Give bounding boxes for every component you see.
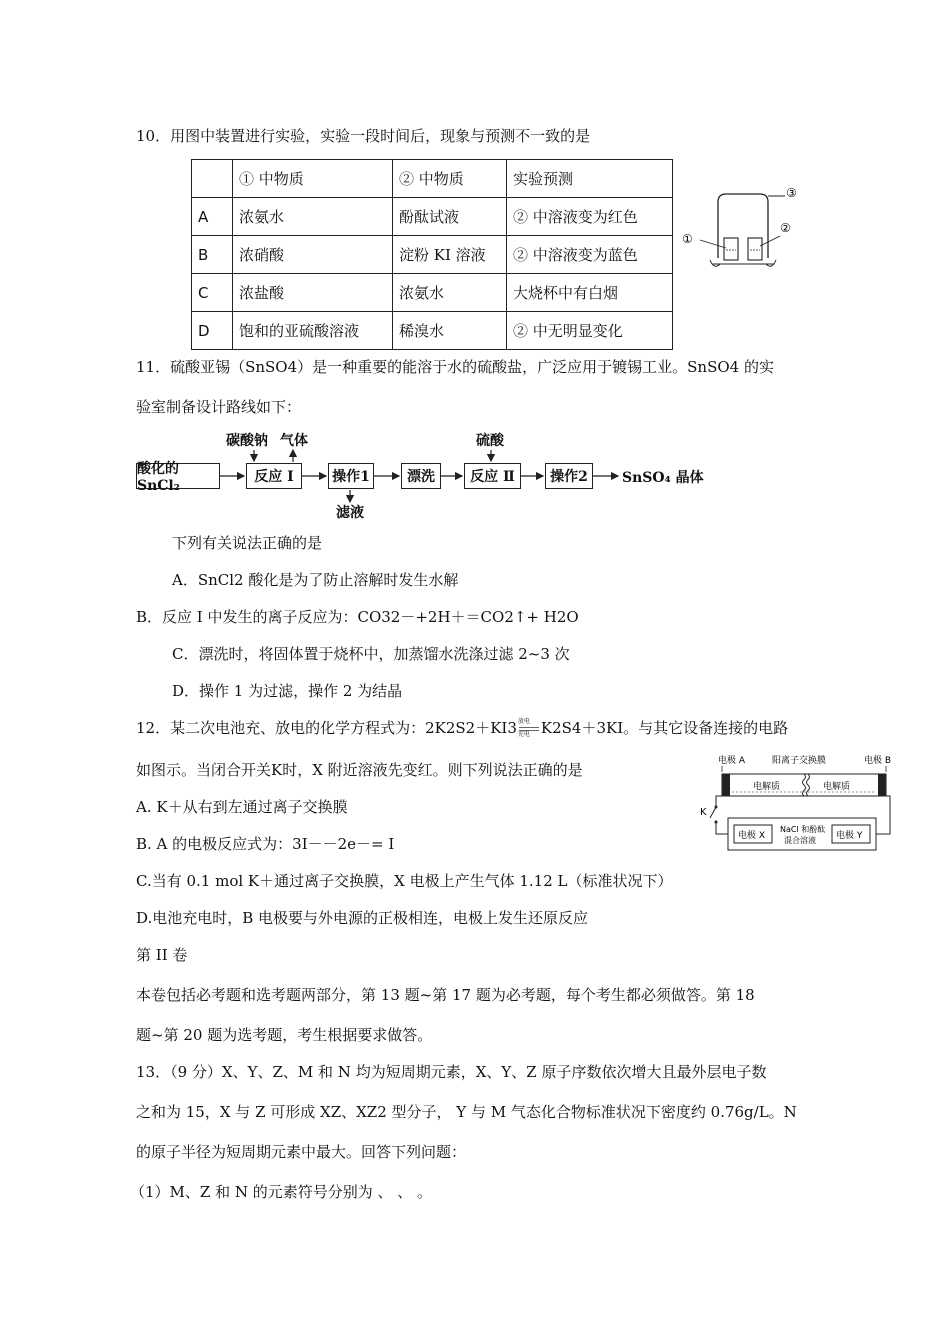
part2-line1: 本卷包括必考题和选考题两部分，第 13 题~第 17 题为必考题，每个考生都必须做答。第 18	[136, 986, 755, 1004]
electrode-a-label: 电极 A	[718, 756, 746, 766]
q12-stem-b: K2S4＋3KI。与其它设备连接的电路	[540, 719, 789, 737]
flow-op1-box: 操作1	[328, 463, 374, 489]
q11-option-a: A．SnCl2 酸化是为了防止溶解时发生水解	[172, 571, 459, 589]
flow-input-sulfuric-acid: 硫酸	[476, 433, 504, 449]
q12-option-c: C.当有 0.1 mol K＋通过离子交换膜，X 电极上产生气体 1.12 L（标准状况下）	[136, 872, 673, 890]
table-row: A 浓氨水 酚酞试液 ② 中溶液变为红色	[192, 198, 673, 236]
q11-option-d: D．操作 1 为过滤，操作 2 为结晶	[172, 682, 403, 700]
electrode-y-label: 电极 Y	[836, 831, 863, 841]
flow-wash-box: 漂洗	[401, 463, 441, 489]
electrode-b-label: 电极 B	[864, 756, 892, 766]
table-row: B 浓硝酸 淀粉 KI 溶液 ② 中溶液变为蓝色	[192, 236, 673, 274]
q11-option-c: C．漂洗时，将固体置于烧杯中，加蒸馏水洗涤过滤 2~3 次	[172, 645, 570, 663]
q13-sub1: （1）M、Z 和 N 的元素符号分别为 、 、 。	[130, 1183, 433, 1201]
label-circle-1: ①	[682, 232, 693, 246]
table-row: D 饱和的亚硫酸溶液 稀溴水 ② 中无明显变化	[192, 312, 673, 350]
q12-stem-line2: 如图示。当闭合开关K时，X 附近溶液先变红。则下列说法正确的是	[136, 761, 583, 779]
table-row: ① 中物质 ② 中物质 实验预测	[192, 160, 673, 198]
reversible-arrow: 放电 充电	[517, 718, 530, 738]
part2-title: 第 II 卷	[136, 946, 188, 964]
q11-stem-line1: 11．硫酸亚锡（SnSO4）是一种重要的能溶于水的硫酸盐，广泛应用于镀锡工业。SnSO4 的实	[136, 358, 774, 376]
circuit-figure	[698, 752, 898, 852]
electrolyte-right-label: 电解质	[823, 782, 851, 792]
q11-option-b: B．反应 I 中发生的离子反应为：CO32－+2H＋＝CO2↑+ H2O	[136, 608, 579, 626]
solution-label-1: NaCl 和酚酞	[780, 825, 826, 834]
table-row: C 浓盐酸 浓氨水 大烧杯中有白烟	[192, 274, 673, 312]
q13-line1: 13．（9 分）X、Y、Z、M 和 N 均为短周期元素，X、Y、Z 原子序数依次增大且最外层电子数	[136, 1063, 767, 1081]
flow-start-box: 酸化的SnCl₂	[136, 463, 220, 489]
q12-stem-a: 12．某二次电池充、放电的化学方程式为：2K2S2＋KI3	[136, 719, 517, 737]
flow-reaction1-box: 反应 Ⅰ	[246, 463, 302, 489]
q12-option-a: A. K＋从右到左通过离子交换膜	[136, 798, 348, 816]
q13-line2: 之和为 15，X 与 Z 可形成 XZ、XZ2 型分子， Y 与 M 气态化合物标准状况下密度约 0.76g/L。N	[136, 1103, 797, 1121]
label-circle-3: ③	[786, 186, 797, 200]
q11-prompt: 下列有关说法正确的是	[172, 534, 323, 552]
solution-label-2: 混合溶液	[784, 836, 816, 845]
flow-product: SnSO₄ 晶体	[622, 470, 704, 486]
q10-table	[191, 159, 673, 350]
flow-op2-box: 操作2	[545, 463, 593, 489]
electrode-x-label: 电极 X	[738, 831, 766, 841]
q12-option-d: D.电池充电时，B 电极要与外电源的正极相连，电极上发生还原反应	[136, 909, 589, 927]
q12-stem	[136, 718, 788, 738]
q11-stem-line2: 验室制备设计路线如下：	[136, 398, 302, 416]
beaker-apparatus-figure	[680, 180, 805, 275]
membrane-label: 阳离子交换膜	[772, 756, 827, 766]
flow-output-gas: 气体	[280, 433, 308, 449]
q11-flowchart	[136, 430, 736, 525]
q10-stem: 10．用图中装置进行实验，实验一段时间后，现象与预测不一致的是	[136, 127, 591, 145]
flow-output-filtrate: 滤液	[336, 505, 364, 521]
part2-line2: 题~第 20 题为选考题，考生根据要求做答。	[136, 1026, 433, 1044]
flow-reaction2-box: 反应 Ⅱ	[464, 463, 521, 489]
label-circle-2: ②	[780, 221, 791, 235]
q12-option-b: B. A 的电极反应式为：3I－－2e－= I	[136, 835, 395, 853]
q13-line3: 的原子半径为短周期元素中最大。回答下列问题：	[136, 1143, 467, 1161]
flow-input-sodium-carbonate: 碳酸钠	[226, 433, 268, 449]
switch-k-label: K	[700, 807, 707, 818]
electrolyte-left-label: 电解质	[753, 782, 781, 792]
